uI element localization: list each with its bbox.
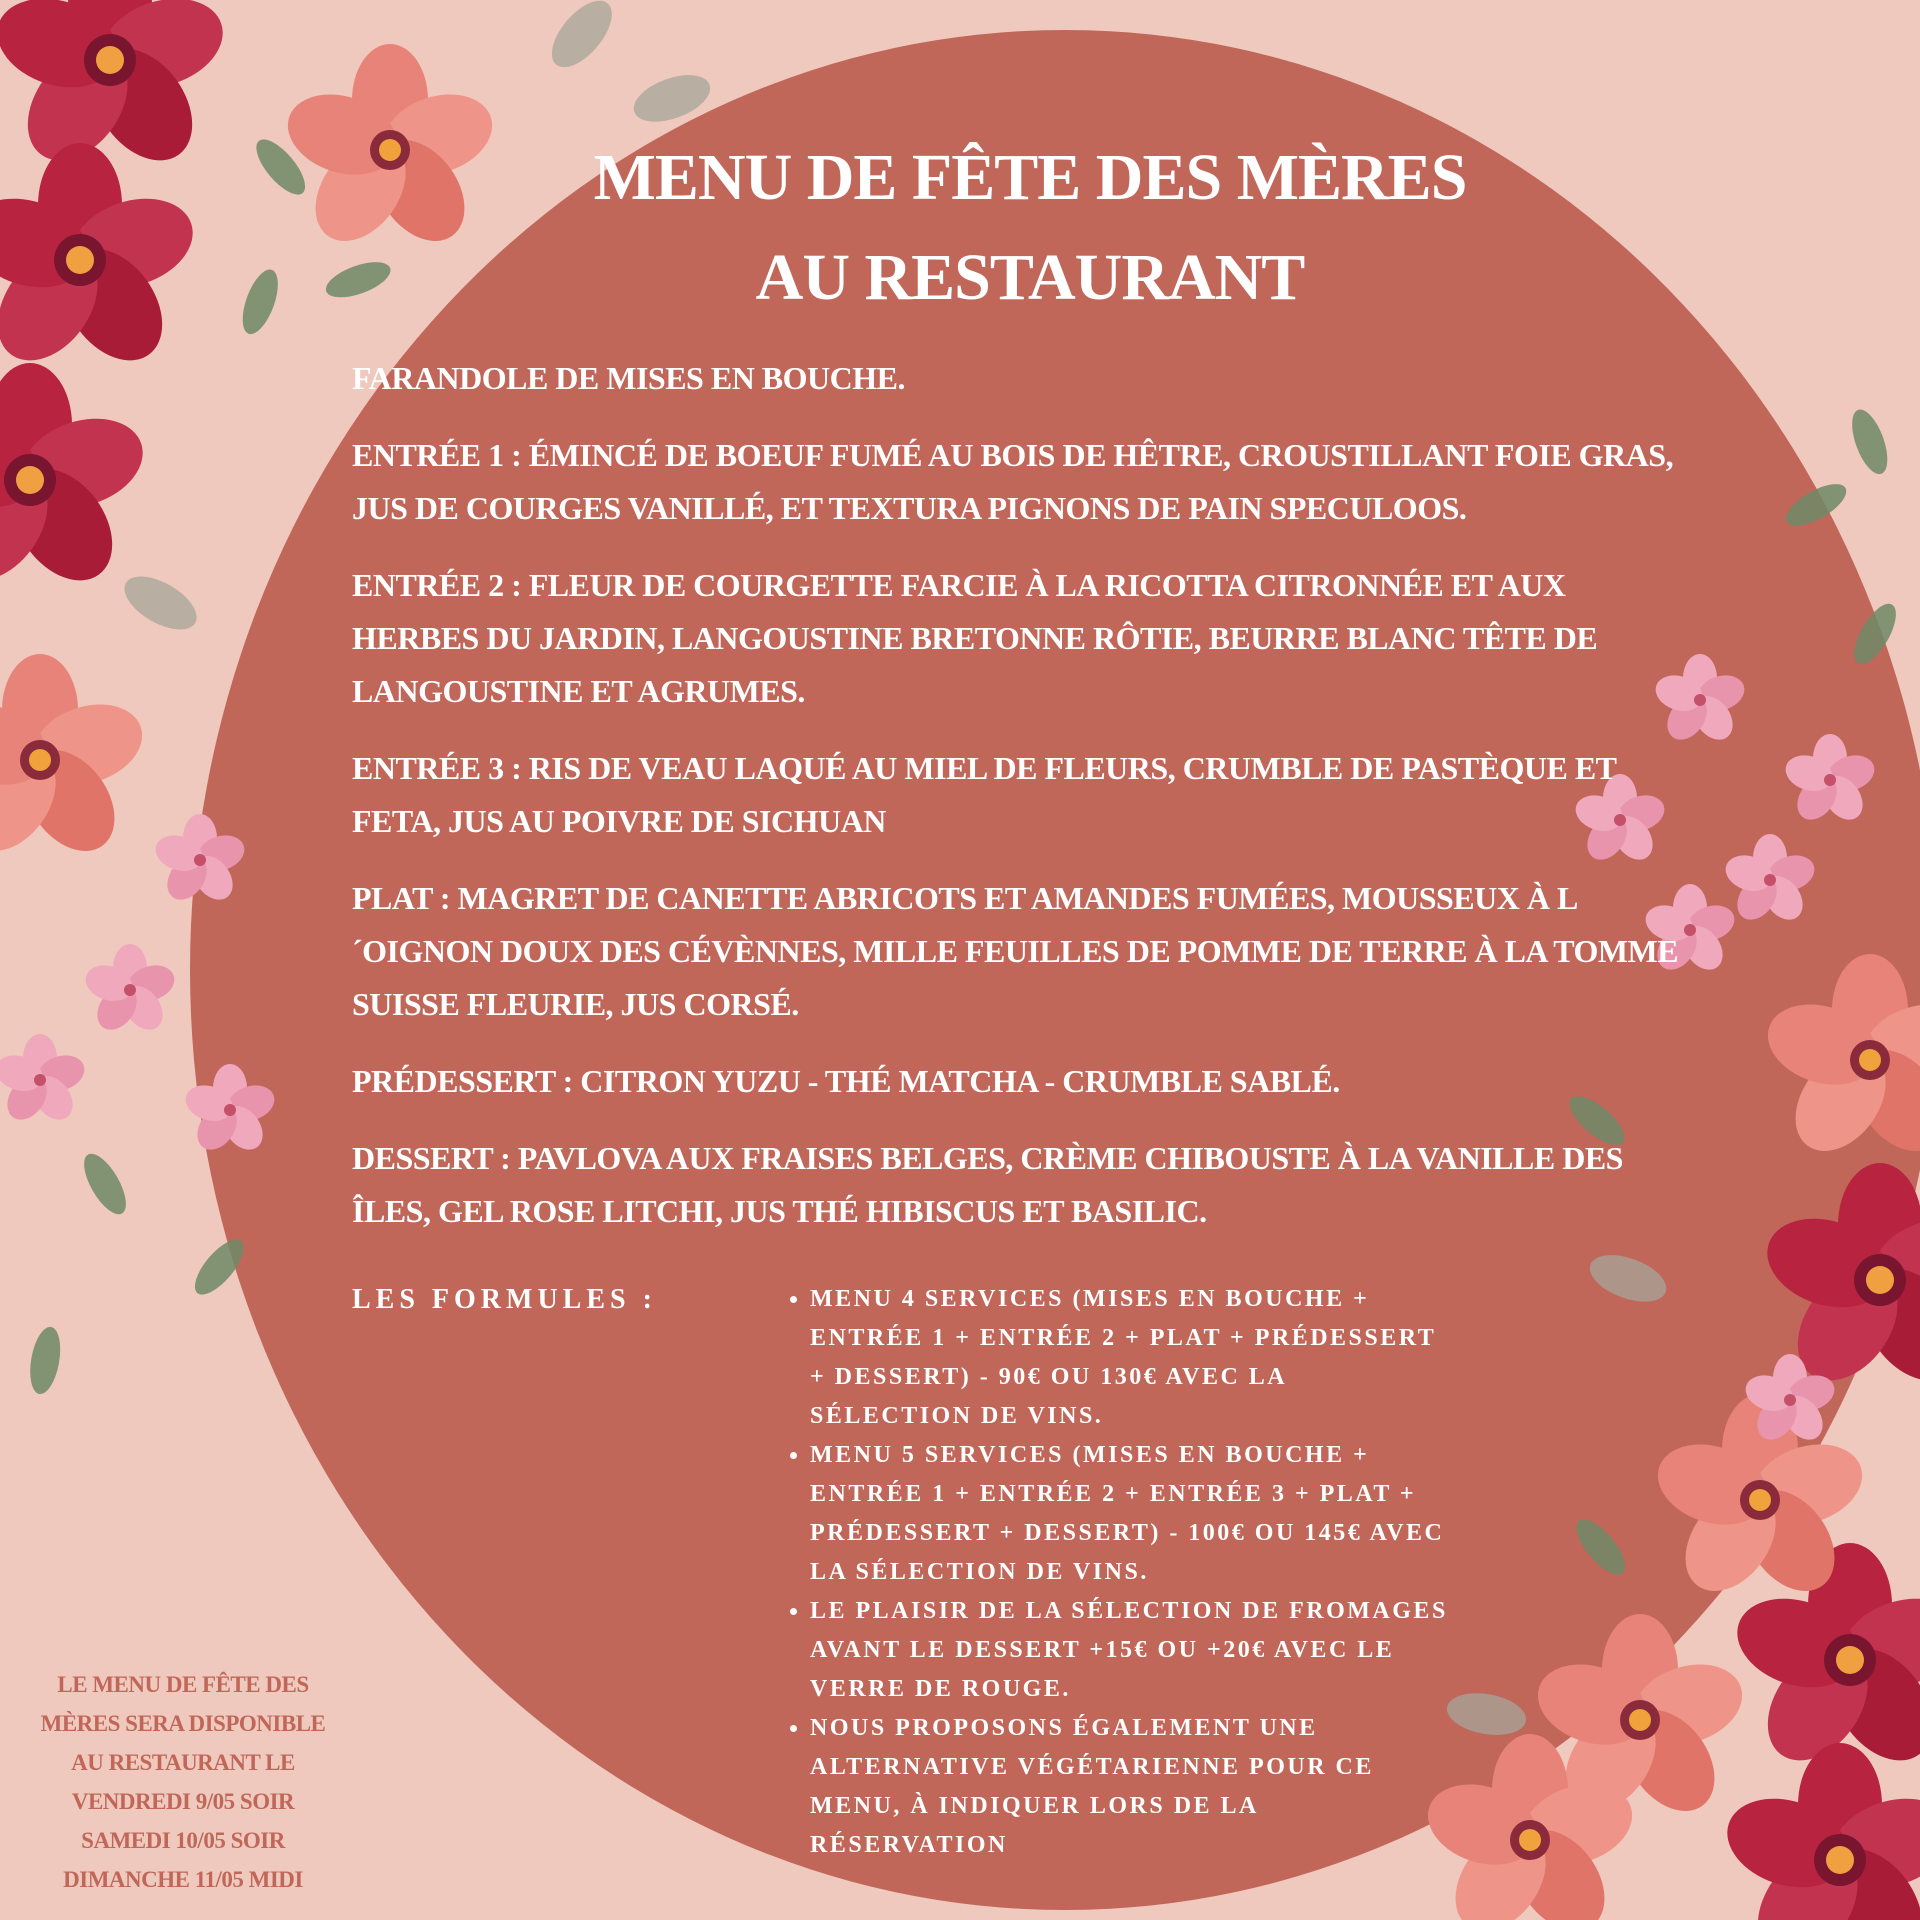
menu-item-plat: PLAT : MAGRET DE CANETTE ABRICOTS ET AMANDES FUMÉES, MOUSSEUX À L´OIGNON DOUX DES CÉVÈNNES, MILLE FEUILLES DE POMME DE TERRE À LA TOMME SUISSE FLEURIE, JUS CORSÉ. xyxy=(352,880,1679,1022)
availability-note xyxy=(18,1665,348,1899)
formule-item-vegetarien: • NOUS PROPOSONS ÉGALEMENT UNE ALTERNATIVE VÉGÉTARIENNE POUR CE MENU, À INDIQUER LORS DE LA RÉSERVATION xyxy=(810,1709,1450,1865)
page-title xyxy=(430,128,1630,328)
availability-line: LE MENU DE FÊTE DES xyxy=(57,1672,309,1697)
formules-label: LES FORMULES : xyxy=(352,1284,657,1315)
availability-line: VENDREDI 9/05 SOIR xyxy=(71,1789,295,1814)
menu-item-entree-1: ENTRÉE 1 : ÉMINCÉ DE BOEUF FUMÉ AU BOIS DE HÊTRE, CROUSTILLANT FOIE GRAS, JUS DE COURGES VANILLÉ, ET TEXTURA PIGNONS DE PAIN SPECULOOS. xyxy=(352,437,1674,526)
title-line-1: MENU DE FÊTE DES MÈRES xyxy=(593,141,1467,214)
menu-item-entree-3: ENTRÉE 3 : RIS DE VEAU LAQUÉ AU MIEL DE FLEURS, CRUMBLE DE PASTÈQUE ET FETA, JUS AU POIVRE DE SICHUAN xyxy=(352,750,1616,839)
formules-list xyxy=(780,1280,1450,1865)
menu-item-predessert: PRÉDESSERT : CITRON YUZU - THÉ MATCHA - CRUMBLE SABLÉ. xyxy=(352,1063,1340,1099)
formule-item-menu-4: • MENU 4 SERVICES (MISES EN BOUCHE + ENTRÉE 1 + ENTRÉE 2 + PLAT + PRÉDESSERT + DESSERT) - 90€ OU 130€ AVEC LA SÉLECTION DE VINS. xyxy=(810,1280,1450,1436)
title-line-2: AU RESTAURANT xyxy=(755,241,1305,314)
availability-line: DIMANCHE 11/05 MIDI xyxy=(63,1867,303,1892)
formule-item-menu-5: • MENU 5 SERVICES (MISES EN BOUCHE + ENTRÉE 1 + ENTRÉE 2 + ENTRÉE 3 + PLAT + PRÉDESSERT + DESSERT) - 100€ OU 145€ AVEC LA SÉLECTION DE VINS. xyxy=(810,1436,1450,1592)
menu-item-dessert: DESSERT : PAVLOVA AUX FRAISES BELGES, CRÈME CHIBOUSTE À LA VANILLE DES ÎLES, GEL ROSE LITCHI, JUS THÉ HIBISCUS ET BASILIC. xyxy=(352,1140,1623,1229)
formule-item-fromages: • LE PLAISIR DE LA SÉLECTION DE FROMAGES AVANT LE DESSERT +15€ OU +20€ AVEC LE VERRE DE ROUGE. xyxy=(810,1592,1450,1709)
availability-line: MÈRES SERA DISPONIBLE xyxy=(40,1711,326,1736)
menu-list xyxy=(352,352,1682,1262)
menu-item-entree-2: ENTRÉE 2 : FLEUR DE COURGETTE FARCIE À LA RICOTTA CITRONNÉE ET AUX HERBES DU JARDIN, LANGOUSTINE BRETONNE RÔTIE, BEURRE BLANC TÊTE DE LANGOUSTINE ET AGRUMES. xyxy=(352,567,1598,709)
availability-line: SAMEDI 10/05 SOIR xyxy=(81,1828,285,1853)
availability-line: AU RESTAURANT LE xyxy=(71,1750,295,1775)
menu-item-amuse-bouche: FARANDOLE DE MISES EN BOUCHE. xyxy=(352,360,905,396)
